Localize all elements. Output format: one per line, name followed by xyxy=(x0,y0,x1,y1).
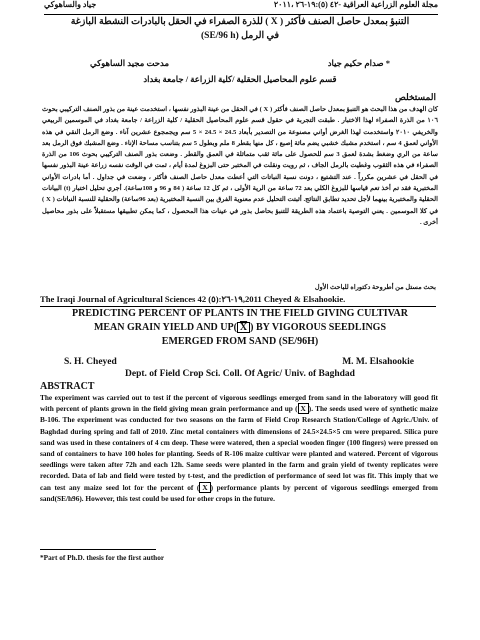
arabic-running-header xyxy=(44,0,438,15)
arabic-title-line-2: في الرمل (SE/96 h) xyxy=(200,30,280,41)
english-abstract xyxy=(40,392,438,504)
english-abstract-heading: ABSTRACT xyxy=(40,381,95,392)
english-title-line-2-end: ) BY VIGOROUS SEEDLINGS xyxy=(250,322,387,333)
arabic-abstract: كان الهدف من هذا البحث هو التنبؤ بمعدل حاصل الصنف فأكثر ( X ) في الحقل من عينة البذور نفسها ، استخدمت عينة من بذور الصنف التركيبي بحوث ١٠٦ من الذرة الصفراء لهذا الاختبار . طبقت التجربة في حقول قسم علوم المحاصيل الحقلية / كلية الزراعة / جامعة بغداد في الموسمين الربيعي والخريفي ٢٠١٠ واستخدمت لهذا الغرض أواني مصنوعة من التصدير بأبعاد 24.5 × 24.5 × 5 سم ويجمجوع عشرين آناء . وضع الرمل النقي في هذه الأواني لعمق 4 سم ، استخدم مشبك خشبي يضم مائة إصبع ، كل منها بقطر 8 ملم وبطول 5 سم بتناسب مساحة الإناء . وضع المشبك فوق الرمل بعد ساعة من الري وضغط بشدة لعمق 3 سم للحصول على مائة ثقب متماثلة في العمق والقطر . وضعت بذور الصنف التركيبي بحوث 106 من الذرة الصفراء في هذه الثقوب وغطيت بالرمل الجاف ، ثم رويت ونقلت في المختبر حتى البزوغ لمدة أيام ، ثمت في الوقت نفسه زراعة عينة البذور نفسها في الحقل في عشرين مكرراً . عند التشتيع ، دونت نسبة النباتات التي أعطت معدل حاصل الصنف فأكثر ، وضعت في جداول . أما بادرات الأواني المختبرية فقد تم أخذ تعم قياسها للبزوغ الكلي بعد 72 ساعة من الرية الأولى ، ثم كل 12 ساعة ( 84 و 96 و 108ساعة). أجري تحليل اختبار (t) البيانات الحقلية والمختبرية بينهما لأجل تحديد تطابق النتائج. أثبتت التحليل عدم معنوية الفرق بين النسبة المختبرية (بعد 96ساعة) والحقلية للنسبة النباتات ( X ) في كلا الموسمين . يعني التوصية باعتماد هذه الطريقة للتنبؤ بحاصل بذور في عينات هذا المحصول ، كما يمكن تطبيقها مستقبلاً على بذور محاصيل أخرى . xyxy=(42,106,438,226)
arabic-author-second: مدحت مجيد الساهوكي xyxy=(90,58,170,68)
arabic-header-authors: جياد والساهوكي xyxy=(44,0,97,9)
english-abstract-part-2: ). The seeds used were of synthetic maize B-106. The experiment was conducted for two seasons on the farm of Field Crop Research Station/College of Agric./Univ. of Baghdad during spring and fall of 2010. Zinc metal containers with dimensions of 24.5×24.5×5 cm were prepared. Silica pure sand was used in these containers of 4 cm deep. These were watered, then a special wooden finger (100 fingers) were pressed on sand of containers to have 100 holes for planting. Seeds of R-106 maize cultivar were planted and watered. Percent of vigorous seedlings were taken after 72h and each 12h. Same seeds were planted in the farm and grain yield of twenty replicates were recorded. Data of lab and field were tested by t-test, and the prediction of performance of seed lot was fit. This imply that we can test any maize seed lot for the percent of ( xyxy=(40,404,438,492)
english-abstract-part-1: The experiment was carried out to test if the percent of vigorous seedlings emerged from sand in the laboratory will good fit with percent of plants grown in the field giving mean grain performance and up ( xyxy=(40,393,438,414)
arabic-title-line-1: التنبؤ بمعدل حاصل الصنف فأكثر ( X ) للذرة الصفراء في الحقل بالبادرات النشطة البازغة xyxy=(70,17,410,27)
english-authors xyxy=(64,357,414,367)
english-affiliation: Dept. of Field Crop Sci. Coll. Of Agric/ Univ. of Baghdad xyxy=(125,369,355,379)
english-abstract-part-3: ) performance plants by percent of vigorous seedlings emerged from sand(SE/h96). However, this test could be used for other crops in the future. xyxy=(40,482,438,503)
english-author-first: S. H. Cheyed xyxy=(64,357,117,367)
english-title-line-1: PREDICTING PERCENT OF PLANTS IN THE FIELD GIVING CULTIVAR xyxy=(72,308,408,319)
arabic-abstract-heading: المستخلص xyxy=(394,92,436,102)
footnote-divider xyxy=(40,549,156,550)
arabic-title xyxy=(60,16,420,43)
arabic-author-first: * صدام حكيم جياد xyxy=(327,58,390,68)
arabic-footnote: بحث مستل من أطروحة دكتوراه للباحث الأول xyxy=(314,284,436,291)
english-title xyxy=(40,307,440,349)
arabic-journal-citation: مجلة العلوم الزراعية العراقية -٤٢ (٥):١٩-٢٦ ،٢٠١١ xyxy=(273,0,438,9)
english-title-line-2-start: MEAN GRAIN YIELD AND UP( xyxy=(93,322,237,333)
english-title-line-3: EMERGED FROM SAND (SE/96H) xyxy=(161,336,319,347)
x-bar-symbol: $\overline{X}$ xyxy=(199,482,210,493)
arabic-affiliation: قسم علوم المحاصيل الحقلية /كلية الزراعة / جامعة بغداد xyxy=(143,74,337,84)
x-bar-symbol: $\overline{X}$ xyxy=(298,403,309,414)
arabic-authors xyxy=(90,58,390,69)
english-journal-citation: The Iraqi Journal of Agricultural Sciences 42 (٥):١٩-٢٦,2011 Cheyed & Elsahookie. xyxy=(40,294,436,307)
english-title-line-2 xyxy=(40,321,440,335)
english-author-second: M. M. Elsahookie xyxy=(342,357,414,367)
english-footnote: *Part of Ph.D. thesis for the first author xyxy=(40,553,165,562)
x-bar-symbol: $\overline{X}$ xyxy=(237,322,250,333)
